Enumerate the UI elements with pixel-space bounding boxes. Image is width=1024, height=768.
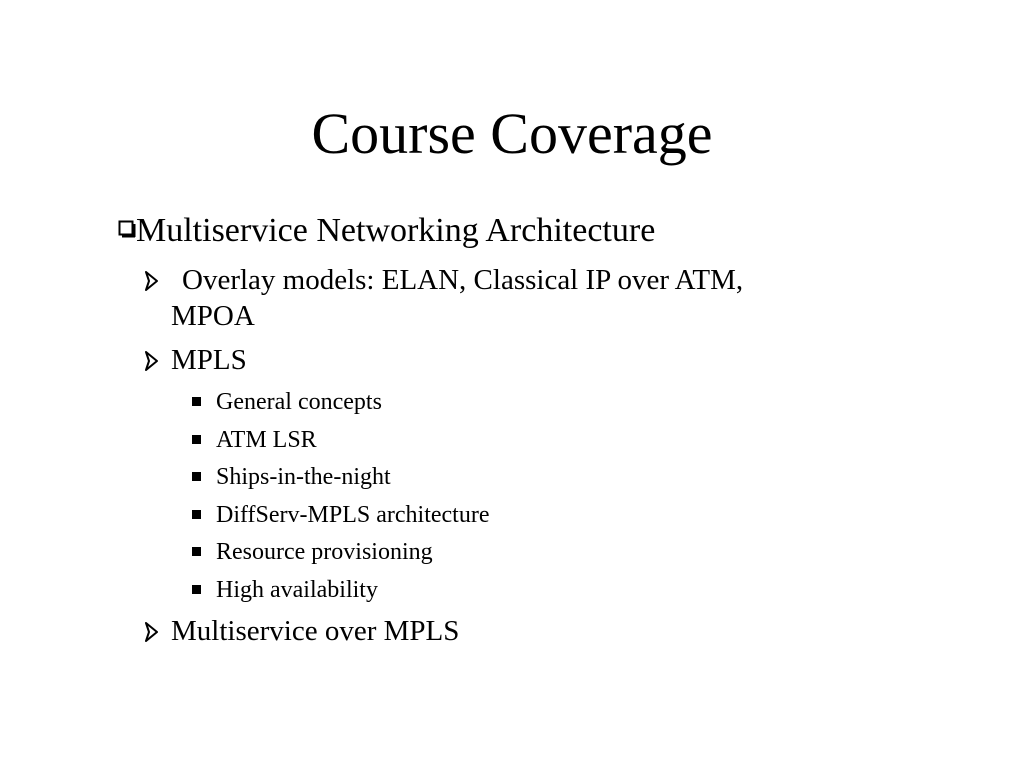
arrow-bullet-icon — [143, 621, 163, 643]
bullet-mpls: MPLS — [171, 344, 247, 376]
bullet-overlay-models-line1: Overlay models: ELAN, Classical IP over ATM, — [182, 264, 744, 296]
bullet-high-availability: High availability — [216, 577, 378, 603]
slide-title: Course Coverage — [311, 101, 713, 166]
bullet-resource-provisioning: Resource provisioning — [216, 539, 433, 565]
bullet-ships-in-the-night: Ships-in-the-night — [216, 464, 391, 490]
square-bullet-icon — [192, 472, 201, 481]
bullet-general-concepts: General concepts — [216, 389, 382, 415]
hollow-square-bullet-icon — [118, 220, 136, 238]
arrow-bullet-icon — [143, 270, 163, 292]
bullet-multiservice-over-mpls: Multiservice over MPLS — [171, 615, 460, 647]
bullet-diffserv-mpls-architecture: DiffServ-MPLS architecture — [216, 502, 490, 528]
square-bullet-icon — [192, 397, 201, 406]
square-bullet-icon — [192, 510, 201, 519]
arrow-bullet-icon — [143, 350, 163, 372]
bullet-atm-lsr: ATM LSR — [216, 427, 317, 453]
bullet-multiservice-networking-architecture: Multiservice Networking Architecture — [136, 212, 656, 249]
square-bullet-icon — [192, 585, 201, 594]
square-bullet-icon — [192, 547, 201, 556]
bullet-overlay-models-line2: MPOA — [171, 300, 255, 332]
square-bullet-icon — [192, 435, 201, 444]
